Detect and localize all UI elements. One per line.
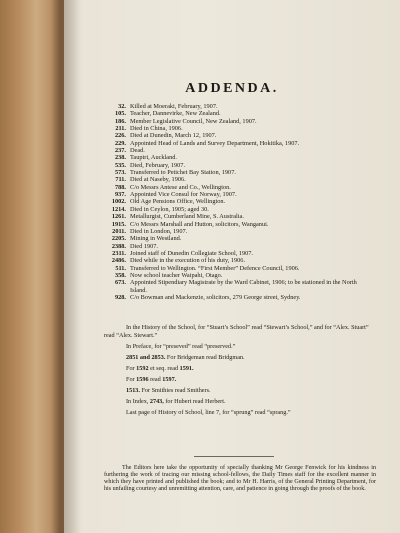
entry-text: Member Legislative Council, New Zealand, 1907.: [130, 117, 257, 125]
addenda-entry: [108, 118, 370, 125]
addenda-entry: [108, 198, 370, 205]
errata-text: et seq. read: [150, 365, 179, 372]
entry-text: Metallurgist, Cumberland Mine, S. Australia.: [130, 213, 244, 221]
entry-number: 229.: [114, 139, 126, 147]
entry-text: Appointed Head of Lands and Survey Department, Hokitika, 1907.: [130, 139, 300, 147]
entry-text: Appointed Stipendiary Magistrate by the Ward Cabinet, 1906; to be stationed in the North Island.: [130, 279, 357, 294]
entry-text: Killed at Moeraki, February, 1907.: [130, 103, 218, 110]
entry-number: 2311.: [112, 249, 126, 257]
entry-number: 226.: [114, 132, 126, 140]
entry-text: Appointed Vice Consul for Norway, 1907.: [130, 191, 237, 199]
entry-text: Teacher, Dannevirke, New Zealand.: [130, 110, 221, 118]
entry-text: Died in London, 1907.: [130, 227, 188, 235]
addenda-entry: [108, 228, 370, 235]
entry-text: Died, February, 1907.: [130, 161, 186, 169]
entry-number: 1002.: [111, 198, 126, 206]
errata-number: 2743,: [149, 398, 164, 405]
entry-text: Died in Ceylon, 1905; aged 30.: [130, 205, 209, 213]
entry-number: 1214.: [111, 205, 126, 213]
entry-text: Died while in the execution of his duty, 1906.: [130, 257, 246, 265]
errata-text: for Hubert read Herbert.: [165, 398, 226, 405]
addenda-entry: [108, 265, 370, 272]
entry-text: Old Age Pensions Office, Wellington.: [130, 198, 226, 206]
errata-text: For: [126, 376, 135, 383]
entry-number: 937.: [114, 191, 126, 199]
entry-number: 32.: [118, 103, 126, 110]
entry-text: C/o Bowman and Mackenzie, solicitors, 279 George street, Sydney.: [130, 293, 301, 301]
errata-number: 1513.: [126, 387, 140, 394]
entry-number: 711.: [115, 176, 126, 184]
errata-number: 2851 and 2853.: [126, 354, 166, 361]
entry-number: 2486.: [111, 257, 126, 265]
entry-text: Died 1907.: [130, 242, 158, 250]
entry-text: Now school teacher Waipahi, Otago.: [130, 271, 223, 279]
errata-number: 1592: [136, 365, 149, 372]
addenda-entry: [108, 243, 370, 250]
entry-number: 1915.: [111, 220, 126, 228]
errata-text: read: [150, 376, 161, 383]
addenda-entry: [108, 235, 370, 242]
addenda-entry: [108, 294, 370, 301]
entry-number: 2388.: [111, 242, 126, 250]
addenda-entry: [108, 250, 370, 257]
acknowledgement-paragraph: [104, 465, 376, 493]
errata-text: For Bridgeman read Bridgman.: [166, 354, 245, 361]
entry-text: Taupiri, Auckland.: [130, 154, 177, 162]
entry-text: Joined staff of Dunedin Collegiate School, 1907.: [130, 249, 254, 257]
errata-text: In Index,: [126, 398, 149, 405]
entry-number: 928.: [114, 293, 126, 301]
entry-text: C/o Messrs Antese and Co., Wellington.: [130, 183, 231, 191]
entry-text: Died at Dunedin, March 12, 1907.: [130, 132, 217, 140]
entry-text: Died at Naseby, 1906.: [130, 176, 186, 184]
addenda-entry: [108, 103, 370, 110]
errata-bridgeman: [104, 354, 376, 362]
entry-number: 237.: [114, 147, 126, 155]
errata-number: 1596: [136, 376, 149, 383]
addenda-list: [108, 103, 370, 301]
entry-number: 211.: [115, 125, 126, 133]
entry-number: 673.: [114, 279, 126, 287]
errata-1596: [104, 376, 376, 384]
addenda-entry: [108, 221, 370, 228]
addenda-entry: [108, 279, 370, 294]
errata-seq: [104, 365, 376, 373]
errata-history-school: In the History of the School, for “Stuart’s School” read “Stewart’s School,” and for “Alex. Stuart” read “Alex. Stewart.”: [104, 324, 369, 339]
section-divider: [194, 456, 274, 457]
entry-text: Dead.: [130, 147, 145, 155]
entry-number: 2205.: [111, 235, 126, 243]
addenda-entry: [108, 176, 370, 183]
addenda-entry: [108, 213, 370, 220]
errata-section: [104, 324, 376, 420]
entry-number: 186.: [114, 117, 126, 125]
errata-index: [104, 398, 376, 406]
addenda-entry: [108, 272, 370, 279]
page-gutter: [64, 0, 80, 533]
entry-number: 2011.: [112, 227, 126, 235]
entry-number: 358.: [114, 271, 126, 279]
addenda-entry: [108, 162, 370, 169]
entry-number: 105.: [114, 110, 126, 118]
book-page: [64, 0, 400, 533]
entry-number: 511.: [115, 264, 126, 272]
entry-text: Mining in Westland.: [130, 235, 182, 243]
addenda-entry: [108, 140, 370, 147]
errata-number: 1591.: [179, 365, 194, 372]
entry-text: Died in China, 1906.: [130, 125, 183, 133]
errata-number: 1597.: [162, 376, 177, 383]
errata-smithies: [104, 387, 376, 395]
entry-number: 238.: [114, 154, 126, 162]
entry-text: C/o Messrs Marshall and Hutton, solicitors, Wanganui.: [130, 220, 269, 228]
errata-text: For: [126, 365, 135, 372]
entry-number: 535.: [114, 161, 126, 169]
addenda-entry: [108, 169, 370, 176]
addenda-entry: [108, 257, 370, 264]
entry-number: 573.: [114, 169, 126, 177]
addenda-entry: [108, 191, 370, 198]
errata-text: For Smithies read Smithers.: [141, 387, 211, 394]
entry-text: Transferred to Wellington. “First Member” Defence Council, 1906.: [130, 264, 300, 272]
acknowledgement-text: The Editors here take the opportunity of specially thanking Mr George Fenwick for his kindness in furthering the work of tracing our missing school-fellows, the Daily Times staff for the excellent manner in which they have printed and published the book; and to Mr H. Harris, of the General Printing Department, for his unfailing courtesy and unremitting attention, care, and patience in going through the proofs of the book.: [104, 465, 376, 492]
addenda-entry: [108, 154, 370, 161]
addenda-entry: [108, 147, 370, 154]
errata-preface: In Preface, for “preseved” read “preserved.”: [126, 343, 236, 350]
addenda-entry: [108, 125, 370, 132]
entry-number: 788.: [114, 183, 126, 191]
entry-text: Transferred to Petichet Bay Station, 1907.: [130, 169, 236, 177]
addenda-entry: [108, 132, 370, 139]
addenda-entry: [108, 110, 370, 117]
entry-number: 1261.: [111, 213, 126, 221]
page-heading: ADDENDA.: [185, 81, 279, 96]
addenda-entry: [108, 206, 370, 213]
errata-lastpage: Last page of History of School, line 7, for “sprung” read “sprang.”: [126, 409, 291, 416]
addenda-entry: [108, 184, 370, 191]
